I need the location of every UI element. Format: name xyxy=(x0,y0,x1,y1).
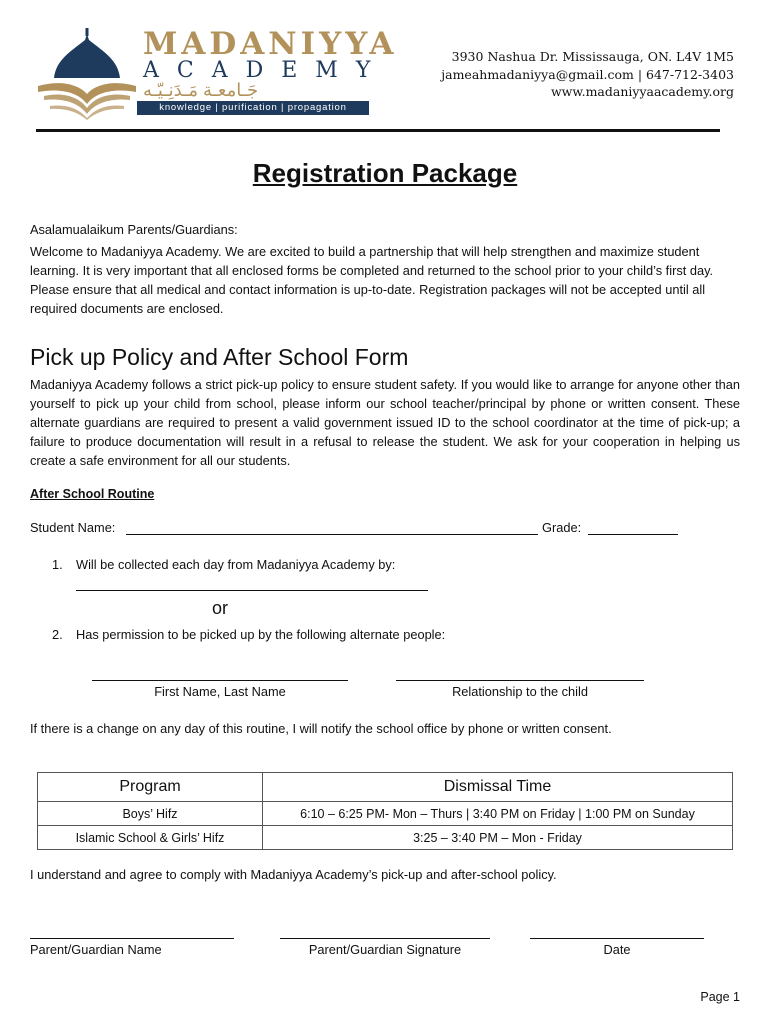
student-name-field[interactable] xyxy=(126,534,538,535)
relationship-label: Relationship to the child xyxy=(452,684,588,699)
pickup-policy-paragraph: Madaniyya Academy follows a strict pick-up policy to ensure student safety. If you would like to arrange for anyone other than yourself to pick up your child from school, please inform our school teacher/principal by phone or written consent. These alternate guardians are required to present a valid government issued ID to the school coordinator at the time of pick-up; a failure to produce documentation will result in a refusal to release the student. We ask for your cooperation in helping us create a safe environment for all our students. xyxy=(30,377,740,468)
brand-subtitle: ACADEMY xyxy=(143,58,389,83)
email-phone: jameahmadaniyya@gmail.com | 647-712-3403 xyxy=(441,66,734,82)
page-number: Page 1 xyxy=(700,990,740,1004)
column-header-dismissal-time: Dismissal Time xyxy=(263,773,733,802)
grade-label: Grade: xyxy=(542,520,582,535)
brand-name: MADANIYYA xyxy=(143,26,398,62)
parent-name-field[interactable] xyxy=(30,938,234,939)
notify-statement: If there is a change on any day of this routine, I will notify the school office by phone or written consent. xyxy=(30,721,612,736)
contact-block xyxy=(441,48,734,101)
dismissal-time-cell: 3:25 – 3:40 PM – Mon - Friday xyxy=(263,826,733,850)
agreement-statement: I understand and agree to comply with Madaniyya Academy’s pick-up and after-school policy. xyxy=(30,867,557,882)
table-row xyxy=(38,802,733,826)
page-title: Registration Package xyxy=(252,158,518,188)
first-last-name-label: First Name, Last Name xyxy=(154,684,286,699)
brand-arabic: جَـامعـة مَـدَنِـيّـه xyxy=(143,80,259,100)
pickup-policy-heading: Pick up Policy and After School Form xyxy=(30,344,409,370)
column-header-program: Program xyxy=(38,773,263,802)
program-cell: Boys’ Hifz xyxy=(38,802,263,826)
date-field[interactable] xyxy=(530,938,704,939)
grade-field[interactable] xyxy=(588,534,678,535)
program-cell: Islamic School & Girls’ Hifz xyxy=(38,826,263,850)
dome-book-icon xyxy=(30,28,145,120)
header-divider xyxy=(36,129,720,132)
student-name-label: Student Name: xyxy=(30,520,116,535)
item-2-text: Has permission to be picked up by the following alternate people: xyxy=(76,627,446,642)
parent-name-label: Parent/Guardian Name xyxy=(30,942,162,957)
date-label: Date xyxy=(603,942,631,957)
after-school-routine-heading: After School Routine xyxy=(30,487,155,501)
item-2-number: 2. xyxy=(52,627,63,642)
or-separator: or xyxy=(212,598,229,618)
item-1-text: Will be collected each day from Madaniyya Academy by: xyxy=(76,557,396,572)
website-link[interactable]: www.madaniyyaacademy.org xyxy=(550,84,734,99)
alternate-name-field[interactable] xyxy=(92,680,348,681)
item-1-number: 1. xyxy=(52,557,63,572)
relationship-field[interactable] xyxy=(396,680,644,681)
brand-tagline: knowledge | purification | propagation xyxy=(137,101,369,115)
collector-name-field[interactable] xyxy=(76,590,428,591)
parent-signature-field[interactable] xyxy=(280,938,490,939)
address: 3930 Nashua Dr. Mississauga, ON. L4V 1M5 xyxy=(451,49,734,64)
parent-signature-label: Parent/Guardian Signature xyxy=(308,942,462,957)
greeting: Asalamualaikum Parents/Guardians: xyxy=(30,222,238,237)
table-header-row xyxy=(38,773,733,802)
table-row xyxy=(38,826,733,850)
dismissal-schedule-table xyxy=(37,772,733,850)
dismissal-time-cell: 6:10 – 6:25 PM- Mon – Thurs | 3:40 PM on Friday | 1:00 PM on Sunday xyxy=(263,802,733,826)
intro-paragraph: Welcome to Madaniyya Academy. We are excited to build a partnership that will help strengthen and maximize student learning. It is very important that all enclosed forms be completed and returned to the school prior to your child’s first day. Please ensure that all medical and contact information is up-to-date. Registration packages will not be accepted until all required documents are enclosed. xyxy=(30,244,714,316)
